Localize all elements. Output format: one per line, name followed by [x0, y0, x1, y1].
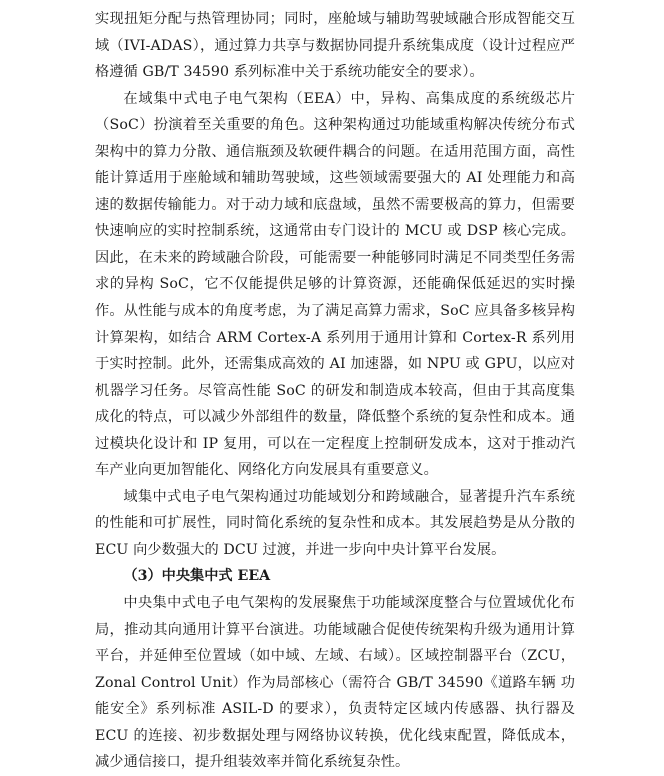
section-heading: （3）中央集中式 EEA	[123, 568, 271, 585]
paragraph-central-eea: 中央集中式电子电气架构的发展聚焦于功能域深度整合与位置域优化布局，推动其向通用计算平台演进。功能域融合促使传统架构升级为通用计算平台，并延伸至位置域（如中域、左域、右域）。区域控制器平台（ZCU，Zonal Control Unit）作为局部核心（需符合 GB/T 34590《道路车辆 功能安全》系列标准 ASIL-D 的要求），负责特定区域内传感器、执行器及 ECU 的连接、初步数据处理与网络协议转换，优化线束配置，降低成本，减少通信接口，提升组装效率并简化系统复杂性。	[95, 595, 575, 771]
document-page	[95, 6, 575, 776]
paragraph-continued: 实现扭矩分配与热管理协同；同时，座舱域与辅助驾驶域融合形成智能交互域（IVI-ADAS），通过算力共享与数据协同提升系统集成度（设计过程应严格遵循 GB/T 34590 系列标准中关于系统功能安全的要求）。	[95, 11, 575, 81]
paragraph-domain-summary: 域集中式电子电气架构通过功能域划分和跨域融合，显著提升汽车系统的性能和可扩展性，同时简化系统的复杂性和成本。其发展趋势是从分散的 ECU 向少数强大的 DCU 过渡，并进一步向中央计算平台发展。	[95, 488, 575, 558]
paragraph-domain-soc: 在域集中式电子电气架构（EEA）中，异构、高集成度的系统级芯片（SoC）扮演着至关重要的角色。这种架构通过功能域重构解决传统分布式架构中的算力分散、通信瓶颈及软硬件耦合的问题。在适用范围方面，高性能计算适用于座舱域和辅助驾驶域，这些领域需要强大的 AI 处理能力和高速的数据传输能力。对于动力域和底盘域，虽然不需要极高的算力，但需要快速响应的实时控制系统，这通常由专门设计的 MCU 或 DSP 核心完成。因此，在未来的跨域融合阶段，可能需要一种能够同时满足不同类型任务需求的异构 SoC，它不仅能提供足够的计算资源，还能确保低延迟的实时操作。从性能与成本的角度考虑，为了满足高算力需求，SoC 应具备多核异构计算架构，如结合 ARM Cortex-A 系列用于通用计算和 Cortex-R 系列用于实时控制。此外，还需集成高效的 AI 加速器，如 NPU 或 GPU，以应对机器学习任务。尽管高性能 SoC 的研发和制造成本较高，但由于其高度集成化的特点，可以减少外部组件的数量，降低整个系统的复杂性和成本。通过模块化设计和 IP 复用，可以在一定程度上控制研发成本，这对于推动汽车产业向更加智能化、网络化方向发展具有重要意义。	[95, 90, 575, 479]
